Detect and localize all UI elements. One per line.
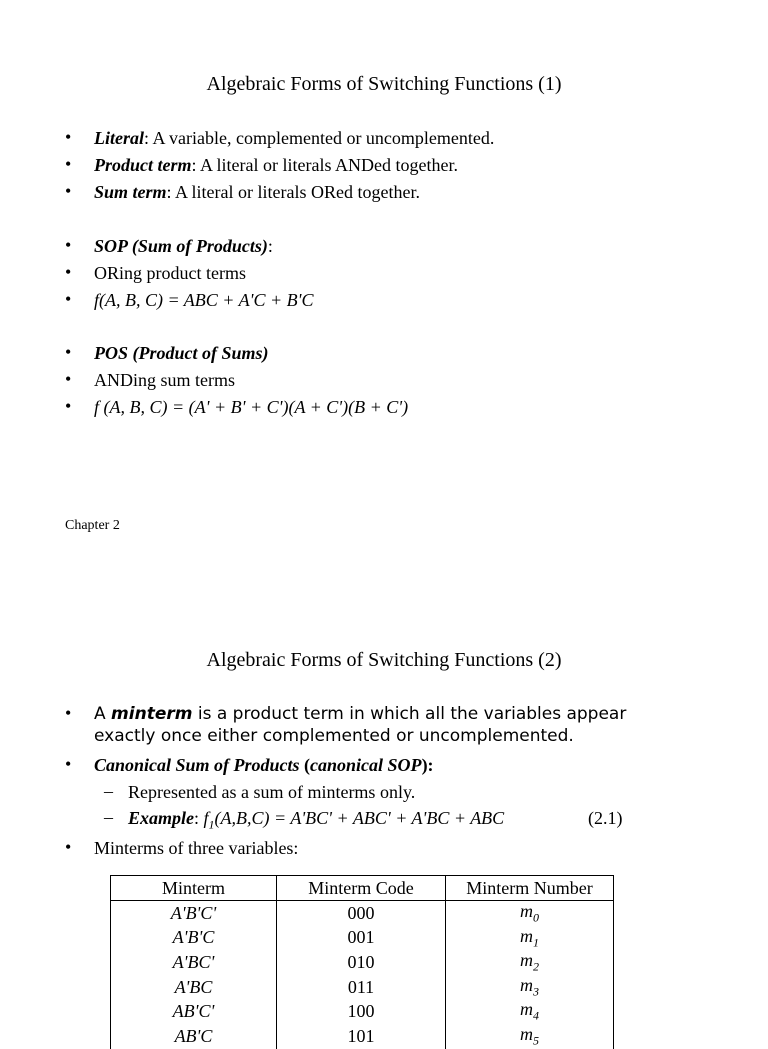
bullet: • [65, 154, 72, 174]
three-vars-text: Minterms of three variables: [94, 838, 299, 858]
sop-item [94, 237, 273, 255]
literal-term: Literal [94, 128, 144, 148]
equation-number: (2.1) [588, 808, 623, 828]
minterm-word: minterm [111, 704, 193, 724]
bullet: • [65, 837, 72, 857]
bullet: • [65, 342, 72, 362]
bullet: • [65, 181, 72, 201]
header-minterm-code: Minterm Code [277, 876, 446, 901]
pos-example: f (A, B, C) = (A' + B' + C')(A + C')(B + C') [94, 397, 409, 417]
bullet: • [65, 289, 72, 309]
table-row: A'B'C 001 $m_1$ [111, 926, 614, 951]
sop-label: SOP (Sum of Products) [94, 236, 268, 256]
pos-label: POS (Product of Sums) [94, 343, 269, 363]
represented-text: Represented as a sum of minterms only. [128, 782, 416, 802]
canonical-sop-item: Canonical Sum of Products (canonical SOP): [94, 755, 434, 775]
sum-term: Sum term [94, 182, 167, 202]
dash: – [104, 781, 113, 801]
product-item [94, 156, 458, 174]
bullet: • [65, 754, 72, 774]
sop-colon: : [267, 236, 273, 256]
footer-chapter: Chapter 2 [65, 518, 120, 533]
literal-def: : A variable, complemented or uncomplemented. [144, 128, 495, 148]
dash: – [104, 807, 113, 827]
table-row: A'B'C' 000 $m_0$ [111, 901, 614, 926]
minterm-table [110, 875, 614, 1049]
table-header-row [111, 876, 614, 901]
bullet: • [65, 262, 72, 282]
header-minterm-number: Minterm Number [446, 876, 614, 901]
table-row: A'BC 011 $m_3$ [111, 975, 614, 1000]
table-row: A'BC' 010 $m_2$ [111, 950, 614, 975]
bullet: • [65, 396, 72, 416]
pos-item [94, 344, 269, 362]
table-row: AB'C' 100 $m_4$ [111, 999, 614, 1024]
slide2-title: Algebraic Forms of Switching Functions (2) [206, 649, 562, 671]
header-minterm: Minterm [111, 876, 277, 901]
sop-example: f(A, B, C) = ABC + A'C + B'C [94, 290, 314, 310]
table-row: AB'C 101 $m_5$ [111, 1024, 614, 1049]
pos-desc: ANDing sum terms [94, 370, 235, 390]
sop-desc: ORing product terms [94, 263, 246, 283]
sum-def: : A literal or literals ORed together. [166, 182, 420, 202]
bullet: • [65, 369, 72, 389]
bullet: • [65, 127, 72, 147]
literal-item [94, 129, 494, 147]
product-term: Product term [94, 155, 192, 175]
slide1-title: Algebraic Forms of Switching Functions (1) [206, 73, 562, 95]
bullet: • [65, 235, 72, 255]
example-line: Example: $f_1(A,B,C) = A'BC' + ABC' + A'BC$ + ABC [128, 808, 505, 832]
sum-item [94, 183, 420, 201]
bullet: • [65, 703, 72, 723]
product-def: : A literal or literals ANDed together. [191, 155, 458, 175]
minterm-definition: A minterm is a product term in which all the variables appear exactly once either complemented or uncomplemented. [94, 704, 627, 746]
